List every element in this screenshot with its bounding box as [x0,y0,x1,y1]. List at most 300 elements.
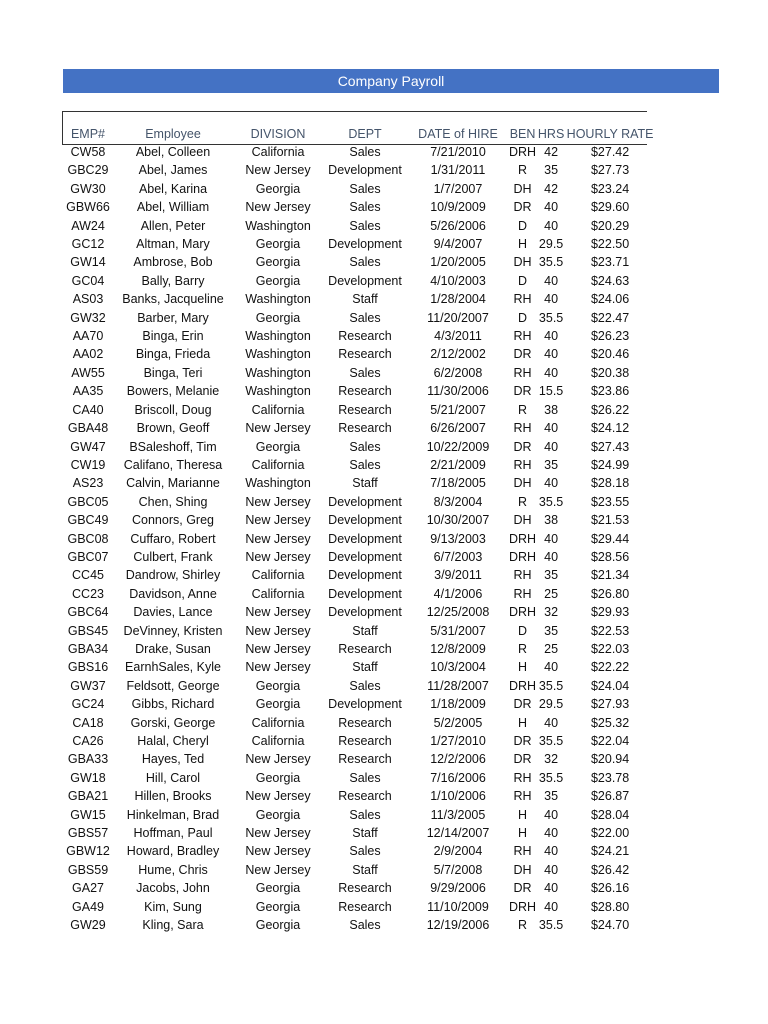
dept-cell[interactable]: Research [338,752,392,767]
dept-cell[interactable]: Sales [349,844,381,859]
emp-id-cell[interactable]: GBC64 [67,605,109,620]
hourly-rate-cell[interactable]: $24.04 [590,678,630,693]
hire-date-cell[interactable]: 12/8/2009 [430,641,486,656]
ben-cell[interactable]: D [518,218,528,233]
division-cell[interactable]: Washington [245,347,311,362]
hire-date-cell[interactable]: 7/18/2005 [430,476,486,491]
hrs-cell[interactable]: 40 [544,218,559,233]
dept-cell[interactable]: Development [328,568,402,583]
dept-cell[interactable]: Development [328,494,402,509]
ben-cell[interactable]: DRH [509,605,537,620]
hire-date-cell[interactable]: 1/28/2004 [430,292,486,307]
hrs-cell[interactable]: 40 [544,899,559,914]
employee-name-cell[interactable]: Altman, Mary [136,237,210,252]
hire-date-cell[interactable]: 9/29/2006 [430,881,486,896]
division-cell[interactable]: New Jersey [245,421,311,436]
emp-id-cell[interactable]: AA02 [72,347,104,362]
emp-id-cell[interactable]: GBW12 [66,844,110,859]
emp-id-cell[interactable]: GBC29 [67,163,109,178]
emp-id-cell[interactable]: GBC08 [67,531,109,546]
ben-cell[interactable]: RH [513,421,532,436]
emp-id-cell[interactable]: GW32 [70,310,106,325]
dept-cell[interactable]: Sales [349,200,381,215]
ben-cell[interactable]: DH [513,513,532,528]
hire-date-cell[interactable]: 7/21/2010 [430,145,486,159]
division-cell[interactable]: Washington [245,365,311,380]
hourly-rate-cell[interactable]: $20.29 [590,218,630,233]
division-cell[interactable]: New Jersey [245,862,311,877]
division-cell[interactable]: New Jersey [245,752,311,767]
employee-name-cell[interactable]: Abel, Karina [138,181,208,196]
employee-name-cell[interactable]: Bowers, Melanie [126,384,220,399]
division-cell[interactable]: California [251,457,305,472]
employee-name-cell[interactable]: Culbert, Frank [133,549,213,564]
hire-date-cell[interactable]: 12/2/2006 [430,752,486,767]
ben-cell[interactable]: DH [513,862,532,877]
division-cell[interactable]: New Jersey [245,660,311,675]
ben-cell[interactable]: R [518,163,528,178]
hourly-rate-cell[interactable]: $22.00 [590,826,630,841]
hourly-rate-cell[interactable]: $26.23 [590,329,630,344]
employee-name-cell[interactable]: Barber, Mary [137,310,209,325]
emp-id-cell[interactable]: GBC49 [67,513,109,528]
hire-date-cell[interactable]: 12/14/2007 [426,826,490,841]
hrs-cell[interactable]: 35.5 [538,678,564,693]
emp-id-cell[interactable]: GBA48 [67,421,109,436]
dept-cell[interactable]: Research [338,347,392,362]
dept-cell[interactable]: Sales [349,255,381,270]
hourly-rate-cell[interactable]: $23.55 [590,494,630,509]
hrs-cell[interactable]: 40 [544,531,559,546]
ben-cell[interactable]: DR [513,200,532,215]
emp-id-cell[interactable]: GBS16 [67,660,109,675]
hire-date-cell[interactable]: 4/3/2011 [434,329,482,344]
hourly-rate-cell[interactable]: $27.73 [590,163,630,178]
hrs-cell[interactable]: 35 [544,163,559,178]
ben-cell[interactable]: DRH [509,899,537,914]
hire-date-cell[interactable]: 1/10/2006 [430,789,486,804]
dept-cell[interactable]: Sales [349,439,381,454]
dept-cell[interactable]: Development [328,513,402,528]
emp-id-cell[interactable]: GC24 [71,697,105,712]
hourly-rate-cell[interactable]: $22.22 [590,660,630,675]
hire-date-cell[interactable]: 12/25/2008 [426,605,490,620]
hire-date-cell[interactable]: 1/27/2010 [430,734,486,748]
employee-name-cell[interactable]: EarnhSales, Kyle [125,660,221,675]
employee-name-cell[interactable]: Howard, Bradley [126,844,220,859]
employee-name-cell[interactable]: Allen, Peter [140,218,206,233]
employee-name-cell[interactable]: Dandrow, Shirley [125,568,221,583]
hourly-rate-cell[interactable]: $29.93 [590,605,630,620]
employee-name-cell[interactable]: Davidson, Anne [129,586,217,601]
hire-date-cell[interactable]: 5/21/2007 [430,402,486,417]
hourly-rate-cell[interactable]: $24.63 [590,273,630,288]
ben-cell[interactable]: D [518,623,528,638]
emp-id-cell[interactable]: GBC07 [67,549,109,564]
emp-id-cell[interactable]: AA70 [72,329,104,344]
ben-cell[interactable]: R [518,641,528,656]
hire-date-cell[interactable]: 9/13/2003 [430,531,486,546]
ben-cell[interactable]: RH [513,844,532,859]
ben-cell[interactable]: DRH [509,678,537,693]
employee-name-cell[interactable]: Kim, Sung [144,899,202,914]
emp-id-cell[interactable]: CW19 [70,457,106,472]
employee-name-cell[interactable]: Hillen, Brooks [134,789,212,804]
division-cell[interactable]: New Jersey [245,494,311,509]
employee-name-cell[interactable]: Hume, Chris [138,862,208,877]
emp-id-cell[interactable]: GBW66 [66,200,110,215]
hrs-cell[interactable]: 40 [544,549,559,564]
division-cell[interactable]: Washington [245,218,311,233]
hrs-cell[interactable]: 35 [544,457,559,472]
ben-cell[interactable]: H [518,237,528,252]
employee-name-cell[interactable]: Banks, Jacqueline [122,292,224,307]
column-header-ben[interactable]: BEN [509,126,536,141]
ben-cell[interactable]: DR [513,697,532,712]
dept-cell[interactable]: Sales [349,807,381,822]
hourly-rate-cell[interactable]: $21.34 [590,568,630,583]
dept-cell[interactable]: Development [328,237,402,252]
hourly-rate-cell[interactable]: $26.22 [590,402,630,417]
division-cell[interactable]: New Jersey [245,163,311,178]
hourly-rate-cell[interactable]: $21.53 [590,513,630,528]
employee-name-cell[interactable]: Briscoll, Doug [134,402,212,417]
dept-cell[interactable]: Sales [349,310,381,325]
employee-name-cell[interactable]: Hayes, Ted [141,752,205,767]
hourly-rate-cell[interactable]: $22.03 [590,641,630,656]
division-cell[interactable]: California [251,145,305,159]
hourly-rate-cell[interactable]: $23.78 [590,770,630,785]
hire-date-cell[interactable]: 5/2/2005 [433,715,483,730]
column-header-hourly-rate[interactable]: HOURLY RATE [566,126,654,141]
dept-cell[interactable]: Sales [349,678,381,693]
employee-name-cell[interactable]: Calvin, Marianne [126,476,220,491]
hrs-cell[interactable]: 42 [544,145,559,159]
hire-date-cell[interactable]: 5/26/2006 [430,218,486,233]
dept-cell[interactable]: Research [338,641,392,656]
division-cell[interactable]: California [251,586,305,601]
hrs-cell[interactable]: 40 [544,862,559,877]
division-cell[interactable]: Georgia [255,918,301,933]
hourly-rate-cell[interactable]: $24.06 [590,292,630,307]
emp-id-cell[interactable]: AW55 [71,365,105,380]
dept-cell[interactable]: Sales [349,365,381,380]
dept-cell[interactable]: Development [328,697,402,712]
division-cell[interactable]: Georgia [255,273,301,288]
dept-cell[interactable]: Research [338,421,392,436]
hire-date-cell[interactable]: 10/22/2009 [426,439,490,454]
employee-name-cell[interactable]: Feldsott, George [126,678,220,693]
employee-name-cell[interactable]: Kling, Sara [142,918,204,933]
emp-id-cell[interactable]: AS03 [72,292,104,307]
dept-cell[interactable]: Staff [352,476,378,491]
hrs-cell[interactable]: 40 [544,826,559,841]
division-cell[interactable]: New Jersey [245,641,311,656]
division-cell[interactable]: New Jersey [245,513,311,528]
hrs-cell[interactable]: 40 [544,365,559,380]
hire-date-cell[interactable]: 9/4/2007 [433,237,483,252]
hrs-cell[interactable]: 29.5 [538,237,564,252]
ben-cell[interactable]: RH [513,586,532,601]
dept-cell[interactable]: Sales [349,218,381,233]
hourly-rate-cell[interactable]: $25.32 [590,715,630,730]
ben-cell[interactable]: H [518,807,528,822]
dept-cell[interactable]: Staff [352,660,378,675]
hourly-rate-cell[interactable]: $23.86 [590,384,630,399]
hourly-rate-cell[interactable]: $24.70 [590,918,630,933]
hourly-rate-cell[interactable]: $20.46 [590,347,630,362]
division-cell[interactable]: New Jersey [245,844,311,859]
emp-id-cell[interactable]: GW30 [70,181,106,196]
dept-cell[interactable]: Sales [349,457,381,472]
hrs-cell[interactable]: 38 [544,402,559,417]
ben-cell[interactable]: DH [513,255,532,270]
hire-date-cell[interactable]: 6/26/2007 [430,421,486,436]
dept-cell[interactable]: Sales [349,918,381,933]
employee-name-cell[interactable]: Abel, Colleen [135,145,211,159]
employee-name-cell[interactable]: Hill, Carol [145,770,201,785]
division-cell[interactable]: Georgia [255,255,301,270]
hourly-rate-cell[interactable]: $28.04 [590,807,630,822]
ben-cell[interactable]: RH [513,292,532,307]
employee-name-cell[interactable]: Binga, Teri [143,365,203,380]
hire-date-cell[interactable]: 11/3/2005 [430,807,486,822]
hrs-cell[interactable]: 35.5 [538,255,564,270]
dept-cell[interactable]: Staff [352,623,378,638]
ben-cell[interactable]: D [518,310,528,325]
hrs-cell[interactable]: 35.5 [538,918,564,933]
division-cell[interactable]: Georgia [255,881,301,896]
column-header-emp[interactable]: EMP# [70,126,106,141]
dept-cell[interactable]: Development [328,531,402,546]
hire-date-cell[interactable]: 11/30/2006 [427,384,489,399]
column-header-dept[interactable]: DEPT [348,126,382,141]
column-header-hrs[interactable]: HRS [537,126,565,141]
employee-name-cell[interactable]: BSaleshoff, Tim [129,439,217,454]
dept-cell[interactable]: Research [338,715,392,730]
hrs-cell[interactable]: 40 [544,347,559,362]
hire-date-cell[interactable]: 2/12/2002 [430,347,486,362]
hourly-rate-cell[interactable]: $22.04 [590,734,630,748]
division-cell[interactable]: New Jersey [245,605,311,620]
emp-id-cell[interactable]: GBA34 [67,641,109,656]
hrs-cell[interactable]: 35 [544,789,559,804]
hourly-rate-cell[interactable]: $26.16 [590,881,630,896]
hrs-cell[interactable]: 40 [544,329,559,344]
hire-date-cell[interactable]: 3/9/2011 [434,568,482,583]
emp-id-cell[interactable]: GBA33 [67,752,109,767]
ben-cell[interactable]: DH [513,476,532,491]
emp-id-cell[interactable]: GBA21 [67,789,109,804]
division-cell[interactable]: California [251,568,305,583]
division-cell[interactable]: New Jersey [245,549,311,564]
hrs-cell[interactable]: 40 [544,421,559,436]
hourly-rate-cell[interactable]: $22.47 [590,310,630,325]
ben-cell[interactable]: H [518,826,528,841]
ben-cell[interactable]: H [518,660,528,675]
division-cell[interactable]: Georgia [255,237,301,252]
hire-date-cell[interactable]: 5/31/2007 [430,623,486,638]
emp-id-cell[interactable]: CA18 [72,715,104,730]
dept-cell[interactable]: Development [328,549,402,564]
hire-date-cell[interactable]: 12/19/2006 [426,918,490,933]
hrs-cell[interactable]: 40 [544,200,559,215]
employee-name-cell[interactable]: Hinkelman, Brad [126,807,220,822]
dept-cell[interactable]: Sales [349,181,381,196]
dept-cell[interactable]: Development [328,586,402,601]
hourly-rate-cell[interactable]: $22.53 [590,623,630,638]
hourly-rate-cell[interactable]: $24.99 [590,457,630,472]
hourly-rate-cell[interactable]: $26.87 [590,789,630,804]
hrs-cell[interactable]: 32 [544,605,559,620]
hrs-cell[interactable]: 29.5 [538,697,564,712]
ben-cell[interactable]: D [518,273,528,288]
dept-cell[interactable]: Sales [349,145,381,159]
dept-cell[interactable]: Staff [352,862,378,877]
emp-id-cell[interactable]: CW58 [70,145,106,159]
employee-name-cell[interactable]: Halal, Cheryl [137,734,209,748]
hourly-rate-cell[interactable]: $24.12 [590,421,630,436]
hourly-rate-cell[interactable]: $20.94 [590,752,630,767]
hire-date-cell[interactable]: 10/9/2009 [430,200,486,215]
employee-name-cell[interactable]: Bally, Barry [141,273,205,288]
hrs-cell[interactable]: 40 [544,844,559,859]
hire-date-cell[interactable]: 7/16/2006 [430,770,486,785]
hrs-cell[interactable]: 32 [544,752,559,767]
hire-date-cell[interactable]: 11/10/2009 [427,899,489,914]
hire-date-cell[interactable]: 10/30/2007 [426,513,490,528]
hrs-cell[interactable]: 40 [544,660,559,675]
employee-name-cell[interactable]: Jacobs, John [136,881,210,896]
hire-date-cell[interactable]: 8/3/2004 [433,494,483,509]
hire-date-cell[interactable]: 2/21/2009 [430,457,486,472]
employee-name-cell[interactable]: Connors, Greg [132,513,214,528]
division-cell[interactable]: New Jersey [245,200,311,215]
ben-cell[interactable]: RH [513,568,532,583]
dept-cell[interactable]: Research [338,384,392,399]
division-cell[interactable]: Washington [245,476,311,491]
emp-id-cell[interactable]: AA35 [72,384,104,399]
hire-date-cell[interactable]: 1/31/2011 [430,163,486,178]
ben-cell[interactable]: DR [513,752,532,767]
emp-id-cell[interactable]: GW18 [70,770,106,785]
hourly-rate-cell[interactable]: $27.43 [590,439,630,454]
emp-id-cell[interactable]: CA26 [72,734,104,748]
ben-cell[interactable]: RH [513,457,532,472]
column-header-employee[interactable]: Employee [145,126,201,141]
emp-id-cell[interactable]: CA40 [72,402,104,417]
hrs-cell[interactable]: 40 [544,715,559,730]
ben-cell[interactable]: RH [513,789,532,804]
emp-id-cell[interactable]: GW15 [70,807,106,822]
hourly-rate-cell[interactable]: $28.80 [590,899,630,914]
hourly-rate-cell[interactable]: $27.42 [590,145,630,159]
emp-id-cell[interactable]: CC23 [72,586,104,601]
division-cell[interactable]: Washington [245,384,311,399]
employee-name-cell[interactable]: Drake, Susan [135,641,211,656]
hrs-cell[interactable]: 40 [544,881,559,896]
hrs-cell[interactable]: 35 [544,568,559,583]
hourly-rate-cell[interactable]: $26.42 [590,862,630,877]
ben-cell[interactable]: R [518,402,528,417]
dept-cell[interactable]: Development [328,273,402,288]
division-cell[interactable]: Georgia [255,770,301,785]
employee-name-cell[interactable]: Gibbs, Richard [131,697,215,712]
division-cell[interactable]: New Jersey [245,789,311,804]
ben-cell[interactable]: RH [513,329,532,344]
emp-id-cell[interactable]: GBS59 [67,862,109,877]
hrs-cell[interactable]: 25 [544,641,559,656]
hourly-rate-cell[interactable]: $26.80 [590,586,630,601]
column-header-division[interactable]: DIVISION [250,126,306,141]
employee-name-cell[interactable]: Hoffman, Paul [133,826,213,841]
hrs-cell[interactable]: 38 [544,513,559,528]
hrs-cell[interactable]: 35.5 [538,494,564,509]
dept-cell[interactable]: Staff [352,826,378,841]
division-cell[interactable]: Washington [245,292,311,307]
emp-id-cell[interactable]: CC45 [72,568,104,583]
emp-id-cell[interactable]: GA27 [72,881,104,896]
employee-name-cell[interactable]: Brown, Geoff [136,421,210,436]
ben-cell[interactable]: DR [513,347,532,362]
dept-cell[interactable]: Research [338,899,392,914]
ben-cell[interactable]: R [518,918,528,933]
dept-cell[interactable]: Research [338,734,392,748]
employee-name-cell[interactable]: Abel, James [138,163,208,178]
hire-date-cell[interactable]: 4/10/2003 [430,273,486,288]
hourly-rate-cell[interactable]: $24.21 [590,844,630,859]
division-cell[interactable]: New Jersey [245,531,311,546]
hire-date-cell[interactable]: 5/7/2008 [433,862,483,877]
ben-cell[interactable]: DRH [509,531,537,546]
division-cell[interactable]: Georgia [255,807,301,822]
emp-id-cell[interactable]: GC04 [71,273,105,288]
ben-cell[interactable]: RH [513,770,532,785]
emp-id-cell[interactable]: AW24 [71,218,105,233]
employee-name-cell[interactable]: DeVinney, Kristen [123,623,223,638]
division-cell[interactable]: Georgia [255,310,301,325]
employee-name-cell[interactable]: Binga, Frieda [135,347,211,362]
employee-name-cell[interactable]: Cuffaro, Robert [130,531,216,546]
division-cell[interactable]: Georgia [255,899,301,914]
emp-id-cell[interactable]: GW14 [70,255,106,270]
division-cell[interactable]: Georgia [255,697,301,712]
dept-cell[interactable]: Research [338,789,392,804]
hrs-cell[interactable]: 40 [544,476,559,491]
dept-cell[interactable]: Sales [349,770,381,785]
employee-name-cell[interactable]: Califano, Theresa [123,457,223,472]
ben-cell[interactable]: RH [513,365,532,380]
division-cell[interactable]: Washington [245,329,311,344]
hrs-cell[interactable]: 40 [544,439,559,454]
dept-cell[interactable]: Research [338,881,392,896]
hire-date-cell[interactable]: 4/1/2006 [433,586,483,601]
ben-cell[interactable]: DH [513,181,532,196]
ben-cell[interactable]: R [518,494,528,509]
division-cell[interactable]: New Jersey [245,623,311,638]
hourly-rate-cell[interactable]: $29.60 [590,200,630,215]
ben-cell[interactable]: DRH [509,549,537,564]
employee-name-cell[interactable]: Chen, Shing [138,494,208,509]
dept-cell[interactable]: Development [328,163,402,178]
hourly-rate-cell[interactable]: $27.93 [590,697,630,712]
ben-cell[interactable]: DR [513,384,532,399]
emp-id-cell[interactable]: GBS57 [67,826,109,841]
emp-id-cell[interactable]: GW47 [70,439,106,454]
employee-name-cell[interactable]: Binga, Erin [142,329,204,344]
hire-date-cell[interactable]: 11/28/2007 [427,678,489,693]
hourly-rate-cell[interactable]: $20.38 [590,365,630,380]
